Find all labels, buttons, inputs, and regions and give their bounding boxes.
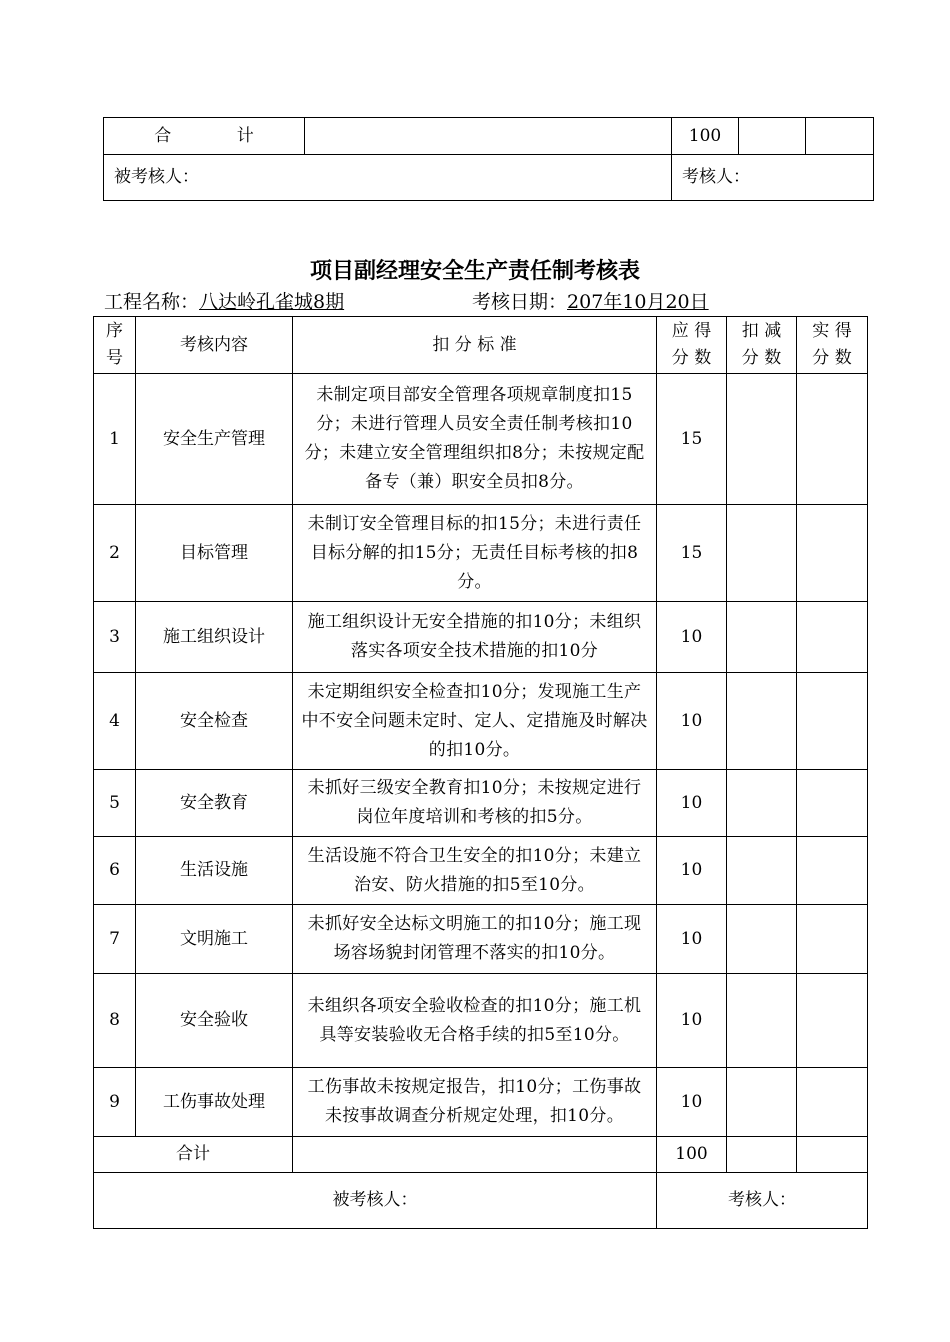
row-content: 生活设施 [136, 837, 293, 905]
row-criteria: 未组织各项安全验收检查的扣10分；施工机具等安装验收无合格手续的扣5至10分。 [293, 974, 657, 1068]
table-row [94, 673, 868, 770]
header-actual: 实 得 分 数 [797, 317, 868, 374]
row-seq: 5 [94, 770, 136, 837]
previous-table-fragment [103, 117, 874, 201]
table-row [94, 770, 868, 837]
row-deduct [727, 905, 797, 974]
row-score: 10 [657, 974, 727, 1068]
project-info [104, 288, 344, 316]
prev-assessor-label: 考核人： [672, 155, 874, 201]
total-score: 100 [657, 1137, 727, 1173]
assessment-table [93, 316, 868, 1229]
table-row [94, 505, 868, 602]
row-deduct [727, 770, 797, 837]
row-seq: 7 [94, 905, 136, 974]
table-row [94, 374, 868, 505]
row-deduct [727, 602, 797, 673]
row-content: 施工组织设计 [136, 602, 293, 673]
row-actual [797, 1068, 868, 1137]
total-actual [797, 1137, 868, 1173]
total-row [94, 1137, 868, 1173]
row-score: 10 [657, 1068, 727, 1137]
page-title: 项目副经理安全生产责任制考核表 [309, 259, 640, 284]
assessee-label: 被考核人： [94, 1173, 657, 1229]
row-deduct [727, 974, 797, 1068]
prev-total-deduct [739, 118, 806, 155]
row-seq: 3 [94, 602, 136, 673]
table-row [94, 905, 868, 974]
row-deduct [727, 673, 797, 770]
total-label: 合计 [94, 1137, 293, 1173]
row-criteria: 未抓好安全达标文明施工的扣10分；施工现场容场貌封闭管理不落实的扣10分。 [293, 905, 657, 974]
row-content: 安全检查 [136, 673, 293, 770]
project-name: 八达岭孔雀城8期 [199, 291, 345, 313]
table-row [94, 837, 868, 905]
row-actual [797, 770, 868, 837]
row-score: 15 [657, 374, 727, 505]
row-deduct [727, 505, 797, 602]
row-content: 工伤事故处理 [136, 1068, 293, 1137]
row-seq: 4 [94, 673, 136, 770]
row-content: 安全生产管理 [136, 374, 293, 505]
row-deduct [727, 1068, 797, 1137]
row-deduct [727, 374, 797, 505]
header-criteria: 扣 分 标 准 [293, 317, 657, 374]
row-actual [797, 837, 868, 905]
prev-total-score: 100 [672, 118, 739, 155]
row-seq: 8 [94, 974, 136, 1068]
row-score: 10 [657, 770, 727, 837]
row-score: 15 [657, 505, 727, 602]
row-actual [797, 505, 868, 602]
row-score: 10 [657, 673, 727, 770]
row-criteria: 工伤事故未按规定报告，扣10分；工伤事故未按事故调查分析规定处理，扣10分。 [293, 1068, 657, 1137]
row-content: 安全教育 [136, 770, 293, 837]
project-label: 工程名称： [104, 291, 200, 313]
row-actual [797, 374, 868, 505]
header-content: 考核内容 [136, 317, 293, 374]
date-info [472, 288, 709, 316]
table-header-row [94, 317, 868, 374]
row-criteria: 未制订安全管理目标的扣15分；未进行责任目标分解的扣15分；无责任目标考核的扣8分。 [293, 505, 657, 602]
table-row [94, 1068, 868, 1137]
row-score: 10 [657, 905, 727, 974]
table-row [94, 602, 868, 673]
row-seq: 1 [94, 374, 136, 505]
row-seq: 9 [94, 1068, 136, 1137]
signature-row [94, 1173, 868, 1229]
row-content: 目标管理 [136, 505, 293, 602]
assessor-label: 考核人： [657, 1173, 868, 1229]
header-seq: 序号 [94, 317, 136, 374]
prev-assessee-label: 被考核人： [104, 155, 672, 201]
row-actual [797, 602, 868, 673]
prev-total-blank [305, 118, 672, 155]
row-actual [797, 974, 868, 1068]
row-score: 10 [657, 602, 727, 673]
row-criteria: 施工组织设计无安全措施的扣10分；未组织落实各项安全技术措施的扣10分 [293, 602, 657, 673]
row-seq: 2 [94, 505, 136, 602]
row-seq: 6 [94, 837, 136, 905]
row-score: 10 [657, 837, 727, 905]
row-criteria: 未抓好三级安全教育扣10分；未按规定进行岗位年度培训和考核的扣5分。 [293, 770, 657, 837]
row-content: 文明施工 [136, 905, 293, 974]
table-row [94, 974, 868, 1068]
row-actual [797, 905, 868, 974]
prev-total-label: 合 计 [104, 118, 305, 155]
date-label: 考核日期： [472, 291, 568, 313]
total-blank [293, 1137, 657, 1173]
row-criteria: 未定期组织安全检查扣10分；发现施工生产中不安全问题未定时、定人、定措施及时解决的扣10分。 [293, 673, 657, 770]
total-deduct [727, 1137, 797, 1173]
header-deduct: 扣 减 分 数 [727, 317, 797, 374]
prev-total-actual [806, 118, 874, 155]
row-deduct [727, 837, 797, 905]
row-actual [797, 673, 868, 770]
row-content: 安全验收 [136, 974, 293, 1068]
row-criteria: 生活设施不符合卫生安全的扣10分；未建立治安、防火措施的扣5至10分。 [293, 837, 657, 905]
row-criteria: 未制定项目部安全管理各项规章制度扣15分；未进行管理人员安全责任制考核扣10分；未建立安全管理组织扣8分；未按规定配备专（兼）职安全员扣8分。 [293, 374, 657, 505]
header-score: 应 得 分 数 [657, 317, 727, 374]
date-value: 207年10月20日 [567, 291, 709, 313]
